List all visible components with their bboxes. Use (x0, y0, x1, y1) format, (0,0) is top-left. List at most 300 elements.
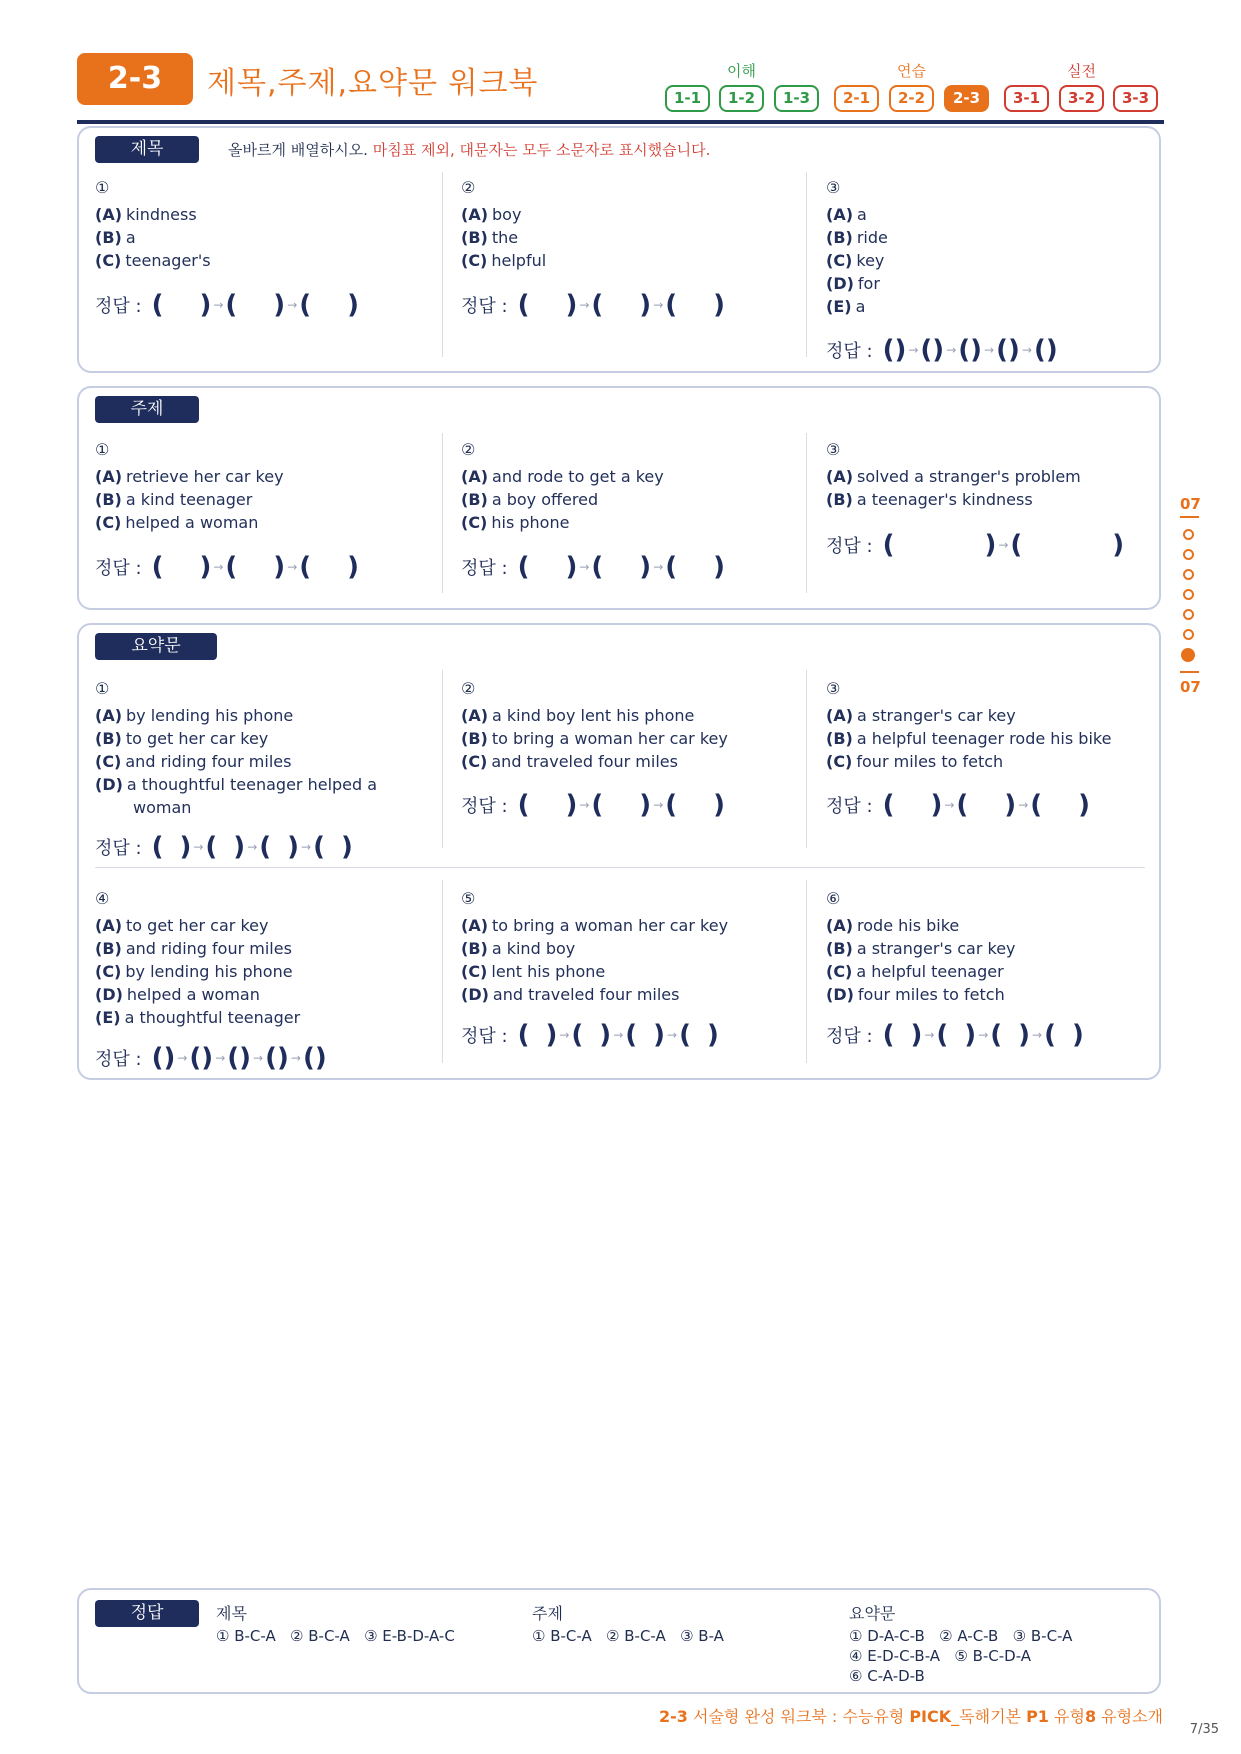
choice-item (95, 251, 211, 270)
answer-row (826, 530, 1124, 560)
choice-letter: (D) (826, 985, 854, 1004)
answer-label: 정답 : (826, 536, 873, 557)
open-paren: ( (225, 290, 238, 320)
answer-blank[interactable] (958, 335, 982, 365)
open-paren: ( (936, 1020, 949, 1050)
open-paren: ( (665, 290, 678, 320)
arrow-icon: → (1018, 798, 1029, 812)
close-paren: ) (1112, 530, 1125, 560)
choice-item (826, 985, 1005, 1004)
open-paren: ( (1010, 530, 1023, 560)
choice-letter: (B) (826, 490, 853, 509)
choice-item (461, 513, 569, 532)
open-paren: ( (225, 552, 238, 582)
side-dot-5[interactable] (1183, 609, 1194, 620)
answer-blank[interactable] (303, 1043, 327, 1073)
choice-text: helpful (491, 251, 547, 270)
side-dot-4[interactable] (1183, 589, 1194, 600)
close-paren: ) (932, 335, 945, 365)
answer-row (461, 790, 725, 820)
close-paren: ) (910, 1020, 923, 1050)
choice-text: ride (856, 228, 888, 247)
open-paren: ( (517, 290, 530, 320)
open-paren: ( (665, 790, 678, 820)
choice-text: the (491, 228, 519, 247)
open-paren: ( (591, 290, 604, 320)
choice-item (826, 962, 1004, 981)
choice-text: helped a woman (125, 513, 259, 532)
close-paren: ) (565, 552, 578, 582)
answer-label: 정답 : (95, 838, 142, 859)
choice-text: a teenager's kindness (856, 490, 1033, 509)
answer-blank[interactable] (225, 290, 285, 320)
question-number: ① (95, 440, 110, 459)
answer-summary-head: 요약문 (849, 1604, 896, 1623)
answer-blank[interactable] (679, 1020, 719, 1050)
answer-title-line: ① B-C-A ② B-C-A ③ E-B-D-A-C (216, 1627, 455, 1645)
choice-letter: (D) (826, 274, 854, 293)
arrow-icon: → (998, 538, 1009, 552)
arrow-icon: → (667, 1028, 678, 1042)
answer-key-label: 정답 (95, 1600, 199, 1627)
column-divider (806, 880, 807, 1063)
choice-letter: (B) (461, 228, 488, 247)
side-dot-6[interactable] (1183, 629, 1194, 640)
choice-item (95, 467, 284, 486)
footer-part: 유형소개 (1096, 1707, 1163, 1726)
arrow-icon: → (984, 343, 995, 357)
answer-blank[interactable] (205, 832, 245, 862)
column-divider (806, 172, 807, 357)
close-paren: ) (199, 290, 212, 320)
choice-item (95, 962, 293, 981)
answer-blank[interactable] (936, 1020, 976, 1050)
choice-text: a thoughtful teenager (124, 1008, 301, 1027)
arrow-icon: → (177, 1051, 188, 1065)
choice-item (826, 752, 1003, 771)
choice-letter: (B) (826, 228, 853, 247)
answer-blank[interactable] (152, 832, 192, 862)
close-paren: ) (347, 290, 360, 320)
choice-item (461, 490, 598, 509)
arrow-icon: → (653, 560, 664, 574)
side-dot-3[interactable] (1183, 569, 1194, 580)
choice-item (826, 228, 888, 247)
answer-row (95, 552, 359, 582)
answer-blank[interactable] (1030, 790, 1090, 820)
arrow-icon: → (908, 343, 919, 357)
choice-letter: (A) (461, 706, 489, 725)
close-paren: ) (347, 552, 360, 582)
open-paren: ( (517, 790, 530, 820)
close-paren: ) (545, 1020, 558, 1050)
instruction (228, 139, 710, 160)
close-paren: ) (706, 1020, 719, 1050)
answer-topic-head: 주제 (532, 1604, 563, 1623)
answer-row (461, 552, 725, 582)
choice-letter: (B) (95, 939, 122, 958)
answer-blank[interactable] (883, 1020, 923, 1050)
open-paren: ( (265, 1043, 277, 1073)
answer-blank[interactable] (990, 1020, 1030, 1050)
arrow-icon: → (613, 1028, 624, 1042)
answer-summary-line-2: ④ E-D-C-B-A ⑤ B-C-D-A (849, 1647, 1032, 1665)
answer-blank[interactable] (259, 832, 299, 862)
answer-blank[interactable] (1034, 335, 1058, 365)
open-paren: ( (882, 1020, 895, 1050)
step-tab-1-3[interactable]: 1-3 (774, 85, 819, 112)
answer-label: 정답 : (95, 296, 142, 317)
open-paren: ( (591, 552, 604, 582)
choice-letter: (B) (826, 729, 853, 748)
choice-item (826, 297, 865, 316)
choice-item (95, 729, 268, 748)
footer-part: PICK (909, 1707, 952, 1726)
arrow-icon: → (924, 1028, 935, 1042)
answer-blank[interactable] (665, 290, 725, 320)
footer-part: P1 (1026, 1707, 1049, 1726)
answer-blank[interactable] (152, 1043, 176, 1073)
close-paren: ) (314, 1043, 327, 1073)
answer-summary-line-3: ⑥ C-A-D-B (849, 1667, 925, 1685)
choice-text: for (857, 274, 880, 293)
close-paren: ) (273, 290, 286, 320)
choice-letter: (A) (461, 205, 489, 224)
choice-letter: (D) (461, 985, 489, 1004)
choice-item (461, 706, 694, 725)
choice-text: a kind boy (491, 939, 576, 958)
answer-blank[interactable] (313, 832, 353, 862)
choice-letter: (A) (826, 706, 854, 725)
answer-blank[interactable] (299, 552, 359, 582)
open-paren: ( (990, 1020, 1003, 1050)
step-tab-1-2[interactable]: 1-2 (719, 85, 764, 112)
choice-text: by lending his phone (126, 706, 294, 725)
answer-blank[interactable] (299, 290, 359, 320)
answer-topic-line: ① B-C-A ② B-C-A ③ B-A (532, 1627, 724, 1645)
choice-item (826, 916, 959, 935)
answer-label: 정답 : (826, 796, 873, 817)
choice-letter: (C) (95, 752, 122, 771)
answer-row (95, 1043, 327, 1073)
choice-item (461, 752, 678, 771)
close-paren: ) (930, 790, 943, 820)
step-tab-3-1[interactable]: 3-1 (1004, 85, 1049, 112)
choice-text: a kind boy lent his phone (492, 706, 695, 725)
close-paren: ) (964, 1020, 977, 1050)
arrow-icon: → (193, 840, 204, 854)
close-paren: ) (239, 1043, 252, 1073)
arrow-icon: → (253, 1051, 264, 1065)
choice-text: rode his bike (857, 916, 960, 935)
answer-blank[interactable] (265, 1043, 289, 1073)
answer-blank[interactable] (665, 790, 725, 820)
choice-text: and traveled four miles (492, 985, 680, 1004)
choice-letter: (A) (461, 916, 489, 935)
choice-item (95, 1008, 300, 1027)
choice-text: helped a woman (126, 985, 260, 1004)
choice-letter: (C) (461, 752, 488, 771)
open-paren: ( (151, 832, 164, 862)
choice-item (461, 251, 546, 270)
arrow-icon: → (301, 840, 312, 854)
page-number: 7/35 (1189, 1722, 1219, 1737)
choice-item (95, 205, 197, 224)
answer-blank[interactable] (518, 290, 578, 320)
close-paren: ) (340, 832, 353, 862)
topic-section-label: 주제 (95, 396, 199, 423)
step-tab-2-3[interactable]: 2-3 (944, 85, 989, 112)
choice-item (95, 916, 268, 935)
answer-label: 정답 : (95, 1049, 142, 1070)
choice-item (826, 939, 1016, 958)
answer-blank[interactable] (996, 335, 1020, 365)
arrow-icon: → (579, 298, 590, 312)
title-section-label: 제목 (95, 136, 199, 163)
choice-letter: (B) (95, 228, 122, 247)
choice-item (461, 729, 728, 748)
choice-letter: (C) (826, 962, 853, 981)
choice-letter: (C) (461, 251, 488, 270)
choice-item (95, 985, 260, 1004)
close-paren: ) (653, 1020, 666, 1050)
choice-letter: (C) (461, 513, 488, 532)
answer-blank[interactable] (883, 335, 907, 365)
answer-row (826, 790, 1090, 820)
footer-part: 서술형 완성 워크북 : 수능유형 (687, 1707, 910, 1726)
question-number: ⑥ (826, 889, 841, 908)
page-title: 제목,주제,요약문 워크북 (207, 66, 539, 101)
choice-letter: (B) (461, 729, 488, 748)
answer-blank[interactable] (883, 530, 997, 560)
question-number: ③ (826, 440, 841, 459)
choice-text: retrieve her car key (126, 467, 284, 486)
question-number: ① (95, 178, 110, 197)
open-paren: ( (517, 552, 530, 582)
open-paren: ( (151, 290, 164, 320)
choice-text: a stranger's car key (857, 706, 1016, 725)
choice-item (95, 939, 292, 958)
row-divider (95, 867, 1145, 868)
choice-item (461, 939, 575, 958)
choice-text: teenager's (125, 251, 211, 270)
column-divider (442, 880, 443, 1063)
step-tab-2-1[interactable]: 2-1 (834, 85, 879, 112)
answer-blank[interactable] (625, 1020, 665, 1050)
choice-item (826, 251, 884, 270)
close-paren: ) (639, 290, 652, 320)
choice-item (461, 228, 518, 247)
choice-text: to get her car key (125, 729, 269, 748)
answer-blank[interactable] (571, 1020, 611, 1050)
choice-text: and riding four miles (125, 939, 292, 958)
choice-letter: (A) (826, 467, 854, 486)
answer-blank[interactable] (591, 552, 651, 582)
choice-item (826, 274, 880, 293)
footer-title (659, 1704, 1163, 1727)
choice-item (826, 706, 1016, 725)
choice-text: a thoughtful teenager helped a (126, 775, 378, 794)
column-divider (442, 433, 443, 593)
step-tab-3-2[interactable]: 3-2 (1059, 85, 1104, 112)
side-rule (1180, 516, 1199, 518)
question-number: ② (461, 178, 476, 197)
close-paren: ) (199, 552, 212, 582)
close-paren: ) (1078, 790, 1091, 820)
question-number: ① (95, 679, 110, 698)
close-paren: ) (565, 290, 578, 320)
group-label-understand: 이해 (727, 62, 756, 80)
open-paren: ( (571, 1020, 584, 1050)
arrow-icon: → (213, 560, 224, 574)
choice-text: solved a stranger's problem (857, 467, 1081, 486)
answer-blank[interactable] (883, 790, 943, 820)
answer-title-head: 제목 (216, 1604, 247, 1623)
close-paren: ) (233, 832, 246, 862)
choice-letter: (C) (95, 962, 122, 981)
choice-item (95, 490, 252, 509)
open-paren: ( (1030, 790, 1043, 820)
arrow-icon: → (579, 798, 590, 812)
question-number: ② (461, 440, 476, 459)
answer-blank[interactable] (1044, 1020, 1084, 1050)
choice-letter: (A) (95, 706, 123, 725)
step-tab-3-3[interactable]: 3-3 (1113, 85, 1158, 112)
close-paren: ) (894, 335, 907, 365)
header-divider (77, 120, 1164, 124)
answer-label: 정답 : (95, 558, 142, 579)
group-label-real: 실전 (1067, 62, 1096, 80)
choice-letter: (B) (95, 729, 122, 748)
answer-blank[interactable] (225, 552, 285, 582)
choice-text: a (857, 205, 867, 224)
open-paren: ( (151, 552, 164, 582)
step-tab-1-1[interactable]: 1-1 (665, 85, 710, 112)
choice-text: and rode to get a key (492, 467, 664, 486)
choice-item (826, 729, 1111, 748)
step-tab-2-2[interactable]: 2-2 (889, 85, 934, 112)
open-paren: ( (625, 1020, 638, 1050)
answer-row (826, 1020, 1084, 1050)
arrow-icon: → (946, 343, 957, 357)
close-paren: ) (565, 790, 578, 820)
answer-blank[interactable] (152, 552, 212, 582)
close-paren: ) (1004, 790, 1017, 820)
choice-item (95, 706, 293, 725)
choice-item (826, 205, 867, 224)
choice-text: a (855, 297, 866, 316)
choice-letter: (A) (95, 205, 123, 224)
open-paren: ( (205, 832, 218, 862)
choice-item (95, 775, 377, 794)
close-paren: ) (179, 832, 192, 862)
choice-letter: (E) (826, 297, 852, 316)
choice-text: a kind teenager (125, 490, 253, 509)
close-paren: ) (273, 552, 286, 582)
choice-text: a helpful teenager rode his bike (856, 729, 1112, 748)
open-paren: ( (189, 1043, 202, 1073)
choice-text: and riding four miles (125, 752, 292, 771)
open-paren: ( (920, 335, 933, 365)
choice-item (95, 228, 136, 247)
side-dot-1[interactable] (1183, 529, 1194, 540)
arrow-icon: → (287, 560, 298, 574)
answer-row (95, 832, 353, 862)
answer-blank[interactable] (1010, 530, 1124, 560)
choice-text: to bring a woman her car key (491, 729, 728, 748)
close-paren: ) (639, 552, 652, 582)
choice-text: a (125, 228, 136, 247)
open-paren: ( (299, 552, 312, 582)
side-dot-7-current[interactable] (1181, 648, 1195, 662)
arrow-icon: → (1021, 343, 1032, 357)
answer-blank[interactable] (518, 1020, 558, 1050)
column-divider (806, 670, 807, 848)
choice-text: lent his phone (491, 962, 606, 981)
column-divider (806, 433, 807, 593)
answer-row (461, 290, 725, 320)
question-number: ⑤ (461, 889, 476, 908)
answer-blank[interactable] (956, 790, 1016, 820)
arrow-icon: → (247, 840, 258, 854)
answer-blank[interactable] (591, 790, 651, 820)
footer-part: 8 (1084, 1707, 1097, 1726)
open-paren: ( (665, 552, 678, 582)
answer-blank[interactable] (518, 790, 578, 820)
open-paren: ( (259, 832, 272, 862)
question-number: ② (461, 679, 476, 698)
choice-letter: (C) (95, 513, 122, 532)
choice-letter: (B) (461, 490, 488, 509)
choice-letter: (A) (826, 205, 854, 224)
arrow-icon: → (579, 560, 590, 574)
choice-item (461, 916, 728, 935)
answer-blank[interactable] (227, 1043, 251, 1073)
choice-item (95, 513, 258, 532)
choice-text: to bring a woman her car key (492, 916, 729, 935)
arrow-icon: → (978, 1028, 989, 1042)
close-paren: ) (287, 832, 300, 862)
answer-blank[interactable] (591, 290, 651, 320)
choice-item (461, 467, 664, 486)
choice-letter: (C) (826, 251, 853, 270)
choice-text: to get her car key (126, 916, 269, 935)
choice-text: four miles to fetch (856, 752, 1004, 771)
close-paren: ) (1018, 1020, 1031, 1050)
close-paren: ) (163, 1043, 176, 1073)
close-paren: ) (1045, 335, 1058, 365)
answer-blank[interactable] (665, 552, 725, 582)
choice-letter: (B) (826, 939, 853, 958)
close-paren: ) (1007, 335, 1020, 365)
question-number: ③ (826, 679, 841, 698)
side-dot-2[interactable] (1183, 549, 1194, 560)
answer-blank[interactable] (152, 290, 212, 320)
question-number: ③ (826, 178, 841, 197)
answer-label: 정답 : (826, 341, 873, 362)
question-number: ④ (95, 889, 110, 908)
group-label-practice: 연습 (897, 62, 926, 80)
side-rule (1180, 671, 1199, 673)
arrow-icon: → (944, 798, 955, 812)
answer-blank[interactable] (189, 1043, 213, 1073)
answer-blank[interactable] (518, 552, 578, 582)
answer-label: 정답 : (461, 796, 508, 817)
arrow-icon: → (1032, 1028, 1043, 1042)
answer-blank[interactable] (920, 335, 944, 365)
arrow-icon: → (559, 1028, 570, 1042)
choice-letter: (A) (95, 916, 123, 935)
